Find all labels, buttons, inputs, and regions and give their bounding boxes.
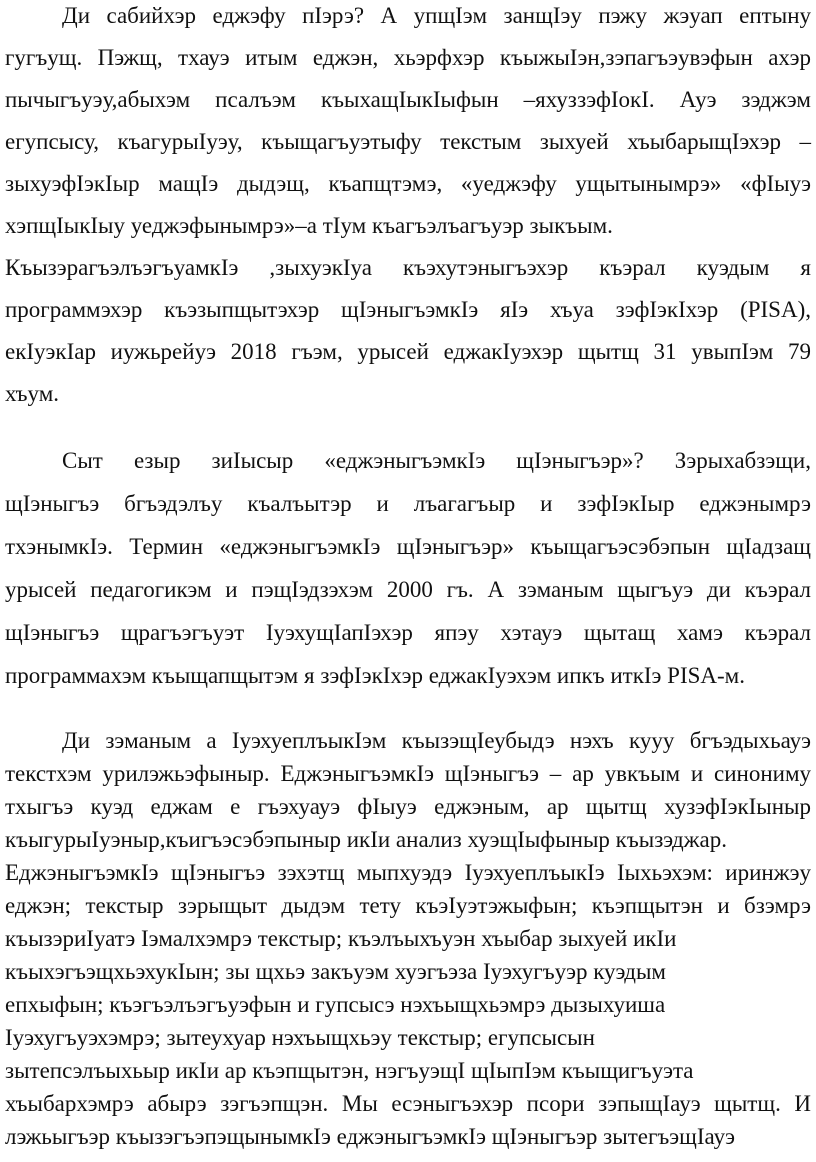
paragraph-line: егупсысу, къагурыIуэу, къыщагъуэтыфу текстым зыхуей хъыбарыщIэхэр – [5,129,811,154]
paragraph-line: екIуэкIар иужьрейуэ 2018 гъэм, урысей еджакIуэхэр щытщ 31 увыпIэм 79 [5,339,811,364]
paragraph-line: еджэн; текстыр зэрыщыт дыдэм тету къэIуэтэжыфын; къэпщытэн и бзэмрэ [5,893,811,918]
paragraph-line: тхыгъэ куэд еджам е гъэхуауэ фIыуэ еджэным, ар щытщ хузэфIэкIыныр [5,794,811,819]
paragraph-line: программэхэр къэзыпщытэхэр щIэныгъэмкIэ яIэ хъуа зэфIэкIхэр (PISA), [5,297,811,322]
paragraph-line: Ди зэманым а IуэхуеплъыкIэм къызэщIеубыдэ нэхъ кууу бгъэдыхьауэ [62,728,811,753]
paragraph-line: тхэнымкIэ. Термин «еджэныгъэмкIэ щIэныгъэр» къыщагъэсэбэпын щIадзащ [5,534,811,559]
paragraph-line: Сыт езыр зиIысыр «еджэныгъэмкIэ щIэныгъэр»? Зэрыхабзэщи, [62,448,811,473]
paragraph-line: щIэныгъэ бгъэдэлъу къалъытэр и лъагагъыр и зэфIэкIыр еджэнымрэ [5,491,811,516]
paragraph-line: къыхэгъэщхьэхукIын; зы щхьэ закъуэм хуэгъэза Iуэхугъуэр куэдым [5,959,666,984]
paragraph-line: гугъущ. Пэжщ, тхауэ итым еджэн, хьэрфхэр къыжыIэн,зэпагъэувэфын ахэр [5,45,811,70]
paragraph-line: программахэм къыщапщытэм я зэфIэкIхэр еджакIуэхэм ипкъ иткIэ PISA-м. [5,663,745,688]
paragraph-line: Iуэхугъуэхэмрэ; зытеухуар нэхъыщхьэу текстыр; егупсысын [5,1025,595,1050]
paragraph-line: хъум. [5,381,60,406]
paragraph-line: хэпщIыкIыу уеджэфынымрэ»–а тIум къагъэлъагъуэр зыкъым. [5,213,613,238]
paragraph-line: къыгурыIуэныр,къигъэсэбэпыныр икIи анализ хуэщIыфыныр къызэджар. [5,827,728,852]
paragraph-line: урысей педагогикэм и пэщIэдзэхэм 2000 гъ. А зэманым щыгъуэ ди къэрал [5,577,811,602]
paragraph-line: хъыбархэмрэ абырэ зэгъэпщэн. Мы есэныгъэхэр псори зэпыщIауэ щытщ. И [5,1091,811,1116]
paragraph-line: текстхэм урилэжьэфыныр. ЕджэныгъэмкIэ щIэныгъэ – ар увкъым и синониму [5,761,811,786]
paragraph-line: КъызэрагъэлъэгъуамкIэ ,зыхуэкIуа къэхутэныгъэхэр къэрал куэдым я [5,255,811,280]
paragraph-line: епхыфын; къэгъэлъэгъуэфын и гупсысэ нэхъыщхьэмрэ дызыхуиша [5,992,666,1017]
paragraph-line: Ди сабийхэр еджэфу пIэрэ? А упщIэм занщIэу пэжу жэуап ептыну [62,3,811,28]
paragraph-line: ЕджэныгъэмкIэ щIэныгъэ зэхэтщ мыпхуэдэ IуэхуеплъыкIэ Iыхьэхэм: иринжэу [5,860,811,885]
paragraph-line: щIэныгъэ щрагъэгъуэт IуэхущIапIэхэр япэу хэтауэ щытащ хамэ къэрал [5,620,811,645]
paragraph-line: зытепсэлъыхьыр икIи ар къэпщытэн, нэгъуэщI щIыпIэм къыщигъуэта [5,1058,694,1083]
paragraph-line: зыхуэфIэкIыр мащIэ дыдэщ, къапщтэмэ, «уеджэфу ущытынымрэ» «фIыуэ [5,171,811,196]
paragraph-line: пычыгъуэу,абыхэм псалъэм къыхащIыкIыфын –яхуззэфIокI. Ауэ зэджэм [5,87,811,112]
paragraph-line: къызэриIуатэ Iэмалхэмрэ текстыр; къэлъыхъуэн хъыбар зыхуей икIи [5,926,677,951]
paragraph-line: лэжьыгъэр къызэгъэпэщынымкIэ еджэныгъэмкIэ щIэныгъэр зытегъэщIауэ [5,1124,735,1149]
